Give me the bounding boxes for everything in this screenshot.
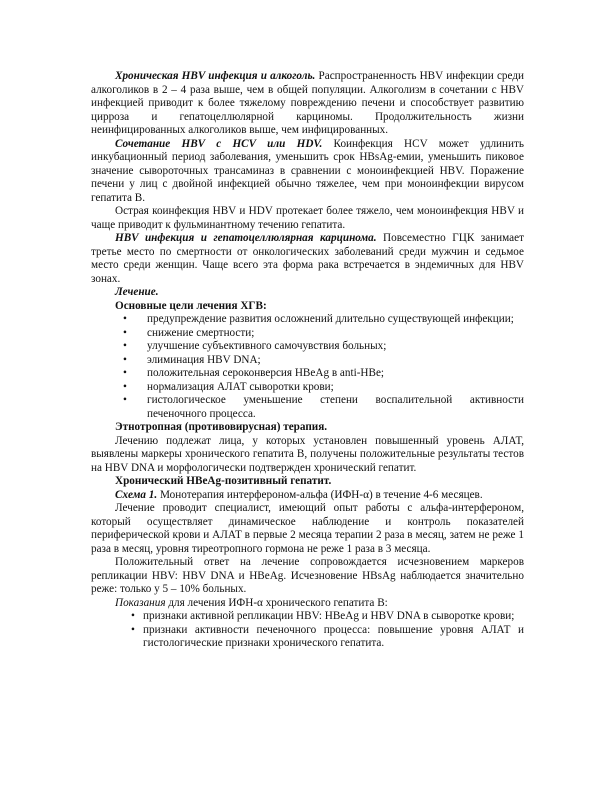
list-item: • предупреждение развития осложнений длительно существующей инфекции; [111,313,524,327]
indications-text: для лечения ИФН-α хронического гепатита В: [165,596,388,609]
scheme-title: Схема 1. [115,488,158,501]
hbeag-heading: Хронический HBeAg-позитивный гепатит. [115,475,332,487]
goals-heading: Основные цели лечения ХГВ: [115,299,267,312]
list-item: • нормализация АЛАТ сыворотки крови; [111,381,524,395]
document-page [91,70,524,651]
paragraph-alcohol-text: Распространенность HBV инфекции среди алкоголиков в 2 – 4 раза выше, чем в общей популяции. Алкоголизм в сочетании с HBV инфекцией приводит к более тяжелому повреждению печени и способствует развитию цирроза и гепатоцеллюлярной карциномы. Продолжительность жизни неинфицированных алкоголиков выше, чем инфицированных. [91,70,524,136]
scheme-text: Монотерапия интерфероном-альфа (ИФН-α) в течение 4-6 месяцев. [157,488,483,501]
treatment-heading: Лечение. [115,286,159,298]
paragraph-alcohol [91,70,524,138]
list-item: • элиминация HBV DNA; [111,354,524,368]
list-item: • снижение смертности; [111,327,524,341]
indications-list [91,610,524,651]
paragraph-coinfection [91,138,524,206]
etiotropic-heading: Этнотропная (противовирусная) терапия. [115,421,328,433]
list-item: • признаки активности печеночного процесса: повышение уровня АЛАТ и гистологические признаки хронического гепатита. [131,624,524,651]
paragraph-hcc-title: HBV инфекция и гепатоцеллюлярная карцинома. [115,232,377,244]
list-item: • гистологическое уменьшение степени воспалительной активности печеночного процесса. [111,394,524,421]
goals-list [91,313,524,421]
paragraph-response: Положительный ответ на лечение сопровождается исчезновением маркеров репликации HBV: HBV DNA и HBeAg. Исчезновение HBsAg наблюдается значительно реже: только у 5 – 10% больных. [91,556,524,595]
indications-label: Показания [115,596,166,609]
paragraph-specialist: Лечение проводит специалист, имеющий опыт работы с альфа-интерфероном, который осуществляет динамическое наблюдение и контроль показателей периферической крови и АЛАТ в первые 2 месяца терапии 2 раза в месяц, затем не реже 1 раза в месяц, уровня тиреотропного гормона не реже 1 раза в 3 месяца. [91,502,524,555]
paragraph-coinfection-text: Коинфекция HCV может удлинить инкубационный период заболевания, уменьшить срок HBsAg-емии, уменьшить пиковое значение сывороточных трансаминаз в сравнении с моноинфекцией HBV. Поражение печени у лиц с двойной инфекцией обычно тяжелее, чем при моноинфекции вирусом гепатита В. [91,137,524,204]
paragraph-scheme [91,489,524,503]
paragraph-indications [91,597,524,611]
list-item: • улучшение субъективного самочувствия больных; [111,340,524,354]
paragraph-coinfection-title: Сочетание HBV с HCV или HDV. [115,137,323,150]
paragraph-acute-coinfection: Острая коинфекция HBV и HDV протекает более тяжело, чем моноинфекция HBV и чаще приводит к фульминантному течению гепатита. [91,205,524,231]
paragraph-alcohol-title: Хроническая HBV инфекция и алкоголь. [115,70,316,82]
paragraph-hcc-text: Повсеместно ГЦК занимает третье место по смертности от онкологических заболеваний среди мужчин и седьмое место среди женщин. Чаще всего эта форма рака встречается в эндемичных для HBV зонах. [91,232,524,285]
paragraph-hcc [91,232,524,286]
list-item: • признаки активной репликации HBV: HBeAg и HBV DNA в сыворотке крови; [131,610,524,624]
paragraph-etiotropic: Лечению подлежат лица, у которых установлен повышенный уровень АЛАТ, выявлены маркеры хронического гепатита В, получены положительные результаты тестов на HBV DNA и морфологически подтвержден хронический гепатит. [91,434,524,474]
list-item: • положительная сероконверсия HBeAg в anti-HBe; [111,367,524,381]
